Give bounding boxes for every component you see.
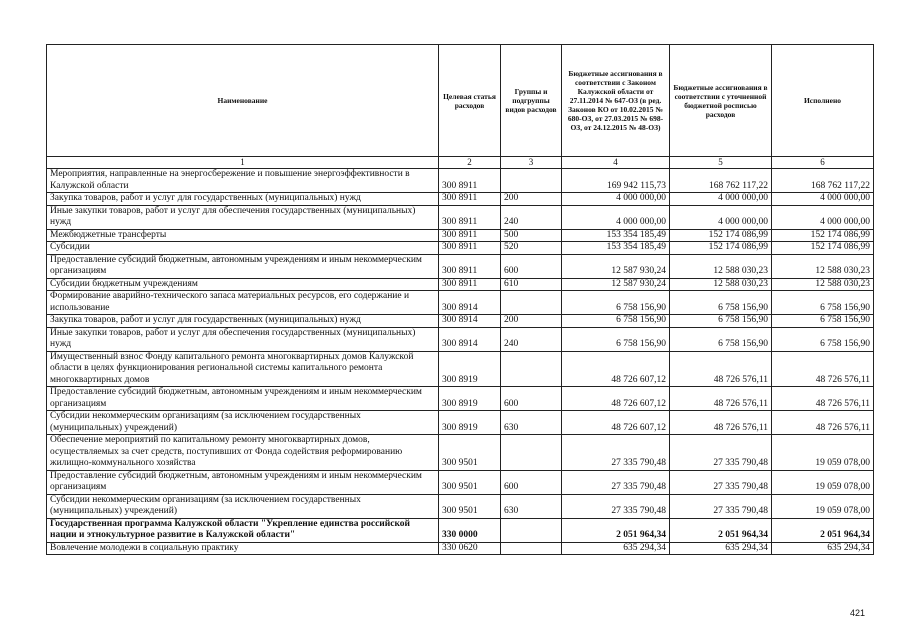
- column-number: 1: [47, 157, 439, 169]
- row-target-code: 330 0620: [439, 542, 501, 555]
- row-budget-law: 635 294,34: [562, 542, 670, 555]
- row-target-code: 300 8911: [439, 193, 501, 206]
- row-budget-law: 2 051 964,34: [562, 518, 670, 542]
- row-name: Предоставление субсидий бюджетным, автономным учреждениям и иным некоммерческим организациям: [47, 254, 439, 278]
- row-budget-refined: 4 000 000,00: [670, 193, 772, 206]
- row-budget-refined: 48 726 576,11: [670, 351, 772, 387]
- row-group-code: 240: [501, 205, 562, 229]
- row-executed: 2 051 964,34: [772, 518, 874, 542]
- table-row: [47, 411, 874, 435]
- row-budget-law: 4 000 000,00: [562, 205, 670, 229]
- row-executed: 48 726 576,11: [772, 387, 874, 411]
- row-group-code: 600: [501, 387, 562, 411]
- row-group-code: [501, 169, 562, 193]
- row-target-code: 300 8911: [439, 254, 501, 278]
- row-target-code: 300 8919: [439, 351, 501, 387]
- table-row: [47, 278, 874, 291]
- row-target-code: 300 9501: [439, 435, 501, 471]
- table-row: [47, 291, 874, 315]
- row-name: Межбюджетные трансферты: [47, 229, 439, 242]
- header-executed: Исполнено: [772, 45, 874, 157]
- row-target-code: 300 8911: [439, 278, 501, 291]
- column-number: 6: [772, 157, 874, 169]
- header-budget-refined: Бюджетные ассигнования в соответствии с уточненной бюджетной росписью расходов: [670, 45, 772, 157]
- row-budget-law: 27 335 790,48: [562, 470, 670, 494]
- row-name: Обеспечение мероприятий по капитальному ремонту многоквартирных домов, осуществляемых за счет средств, поступивших от Фонда содействия реформированию жилищно-коммунального хозяйства: [47, 435, 439, 471]
- header-row: [47, 45, 874, 157]
- row-executed: 6 758 156,90: [772, 327, 874, 351]
- row-target-code: 300 8914: [439, 315, 501, 328]
- table-row: [47, 327, 874, 351]
- row-target-code: 300 8914: [439, 291, 501, 315]
- table-row: [47, 542, 874, 555]
- row-name: Субсидии некоммерческим организациям (за исключением государственных (муниципальных) учреждений): [47, 494, 439, 518]
- row-group-code: 630: [501, 494, 562, 518]
- row-budget-law: 6 758 156,90: [562, 315, 670, 328]
- row-name: Предоставление субсидий бюджетным, автономным учреждениям и иным некоммерческим организациям: [47, 470, 439, 494]
- row-budget-refined: 4 000 000,00: [670, 205, 772, 229]
- row-name: Закупка товаров, работ и услуг для государственных (муниципальных) нужд: [47, 315, 439, 328]
- row-budget-law: 12 587 930,24: [562, 278, 670, 291]
- row-budget-refined: 27 335 790,48: [670, 435, 772, 471]
- column-number-row: [47, 157, 874, 169]
- row-group-code: 630: [501, 411, 562, 435]
- column-number: 5: [670, 157, 772, 169]
- row-budget-refined: 152 174 086,99: [670, 229, 772, 242]
- row-group-code: 200: [501, 193, 562, 206]
- column-number: 3: [501, 157, 562, 169]
- budget-table: [46, 44, 874, 555]
- row-target-code: 300 8911: [439, 169, 501, 193]
- row-group-code: 520: [501, 242, 562, 255]
- row-group-code: 240: [501, 327, 562, 351]
- table-row: [47, 435, 874, 471]
- row-executed: 168 762 117,22: [772, 169, 874, 193]
- row-target-code: 300 8919: [439, 411, 501, 435]
- row-budget-law: 48 726 607,12: [562, 411, 670, 435]
- row-group-code: [501, 291, 562, 315]
- row-budget-law: 4 000 000,00: [562, 193, 670, 206]
- header-name: Наименование: [47, 45, 439, 157]
- table-row: [47, 470, 874, 494]
- row-target-code: 300 8911: [439, 242, 501, 255]
- row-group-code: [501, 518, 562, 542]
- row-target-code: 300 8919: [439, 387, 501, 411]
- row-budget-law: 153 354 185,49: [562, 242, 670, 255]
- row-name: Иные закупки товаров, работ и услуг для обеспечения государственных (муниципальных) нужд: [47, 205, 439, 229]
- page-number: 421: [849, 608, 865, 618]
- row-target-code: 300 8911: [439, 229, 501, 242]
- row-group-code: 600: [501, 470, 562, 494]
- row-executed: 635 294,34: [772, 542, 874, 555]
- row-name: Субсидии некоммерческим организациям (за исключением государственных (муниципальных) учреждений): [47, 411, 439, 435]
- table-row: [47, 254, 874, 278]
- row-group-code: 200: [501, 315, 562, 328]
- table-row: [47, 242, 874, 255]
- row-target-code: 300 9501: [439, 494, 501, 518]
- table-row: [47, 229, 874, 242]
- row-budget-refined: 6 758 156,90: [670, 291, 772, 315]
- row-target-code: 300 8911: [439, 205, 501, 229]
- row-executed: 12 588 030,23: [772, 278, 874, 291]
- header-target: Целевая статья расходов: [439, 45, 501, 157]
- row-budget-law: 169 942 115,73: [562, 169, 670, 193]
- row-group-code: [501, 435, 562, 471]
- row-budget-refined: 168 762 117,22: [670, 169, 772, 193]
- row-group-code: [501, 351, 562, 387]
- row-target-code: 300 8914: [439, 327, 501, 351]
- column-number: 2: [439, 157, 501, 169]
- row-budget-law: 48 726 607,12: [562, 387, 670, 411]
- row-group-code: 600: [501, 254, 562, 278]
- row-budget-refined: 27 335 790,48: [670, 494, 772, 518]
- row-executed: 6 758 156,90: [772, 291, 874, 315]
- row-executed: 48 726 576,11: [772, 351, 874, 387]
- row-name: Мероприятия, направленные на энергосбережение и повышение энергоэффективности в Калужской области: [47, 169, 439, 193]
- row-budget-law: 6 758 156,90: [562, 291, 670, 315]
- row-budget-refined: 6 758 156,90: [670, 315, 772, 328]
- table-row: [47, 351, 874, 387]
- row-budget-law: 27 335 790,48: [562, 435, 670, 471]
- row-name: Формирование аварийно-технического запаса материальных ресурсов, его содержание и использование: [47, 291, 439, 315]
- row-budget-law: 27 335 790,48: [562, 494, 670, 518]
- row-group-code: [501, 542, 562, 555]
- row-budget-refined: 635 294,34: [670, 542, 772, 555]
- table-row: [47, 494, 874, 518]
- row-executed: 6 758 156,90: [772, 315, 874, 328]
- header-budget-law: Бюджетные ассигнования в соответствии с Законом Калужской области от 27.11.2014 № 647-ОЗ (в ред. Законов КО от 10.02.2015 № 680-ОЗ, от 27.03.2015 № 698-ОЗ, от 24.12.2015 № 48-ОЗ): [562, 45, 670, 157]
- row-target-code: 330 0000: [439, 518, 501, 542]
- row-name: Вовлечение молодежи в социальную практику: [47, 542, 439, 555]
- row-budget-law: 48 726 607,12: [562, 351, 670, 387]
- table-row: [47, 205, 874, 229]
- row-executed: 152 174 086,99: [772, 242, 874, 255]
- row-executed: 4 000 000,00: [772, 193, 874, 206]
- row-budget-law: 6 758 156,90: [562, 327, 670, 351]
- row-executed: 12 588 030,23: [772, 254, 874, 278]
- column-number: 4: [562, 157, 670, 169]
- table-row: [47, 315, 874, 328]
- row-budget-refined: 48 726 576,11: [670, 411, 772, 435]
- row-executed: 19 059 078,00: [772, 435, 874, 471]
- table-body: [47, 169, 874, 555]
- row-name: Иные закупки товаров, работ и услуг для обеспечения государственных (муниципальных) нужд: [47, 327, 439, 351]
- row-budget-refined: 152 174 086,99: [670, 242, 772, 255]
- row-budget-refined: 12 588 030,23: [670, 254, 772, 278]
- row-budget-law: 153 354 185,49: [562, 229, 670, 242]
- table-row: [47, 518, 874, 542]
- row-executed: 19 059 078,00: [772, 494, 874, 518]
- header-groups: Группы и подгруппы видов расходов: [501, 45, 562, 157]
- row-group-code: 610: [501, 278, 562, 291]
- row-budget-refined: 6 758 156,90: [670, 327, 772, 351]
- row-budget-law: 12 587 930,24: [562, 254, 670, 278]
- row-name: Государственная программа Калужской области "Укрепление единства российской нации и этнокультурное развитие в Калужской области": [47, 518, 439, 542]
- row-name: Имущественный взнос Фонду капитального ремонта многоквартирных домов Калужской области в целях функционирования региональной системы капитального ремонта многоквартирных домов: [47, 351, 439, 387]
- table-row: [47, 169, 874, 193]
- row-executed: 4 000 000,00: [772, 205, 874, 229]
- row-name: Предоставление субсидий бюджетным, автономным учреждениям и иным некоммерческим организациям: [47, 387, 439, 411]
- table-row: [47, 387, 874, 411]
- row-group-code: 500: [501, 229, 562, 242]
- row-executed: 19 059 078,00: [772, 470, 874, 494]
- row-budget-refined: 12 588 030,23: [670, 278, 772, 291]
- row-name: Закупка товаров, работ и услуг для государственных (муниципальных) нужд: [47, 193, 439, 206]
- row-name: Субсидии бюджетным учреждениям: [47, 278, 439, 291]
- row-budget-refined: 2 051 964,34: [670, 518, 772, 542]
- row-budget-refined: 48 726 576,11: [670, 387, 772, 411]
- row-executed: 152 174 086,99: [772, 229, 874, 242]
- table-row: [47, 193, 874, 206]
- row-executed: 48 726 576,11: [772, 411, 874, 435]
- row-budget-refined: 27 335 790,48: [670, 470, 772, 494]
- row-name: Субсидии: [47, 242, 439, 255]
- row-target-code: 300 9501: [439, 470, 501, 494]
